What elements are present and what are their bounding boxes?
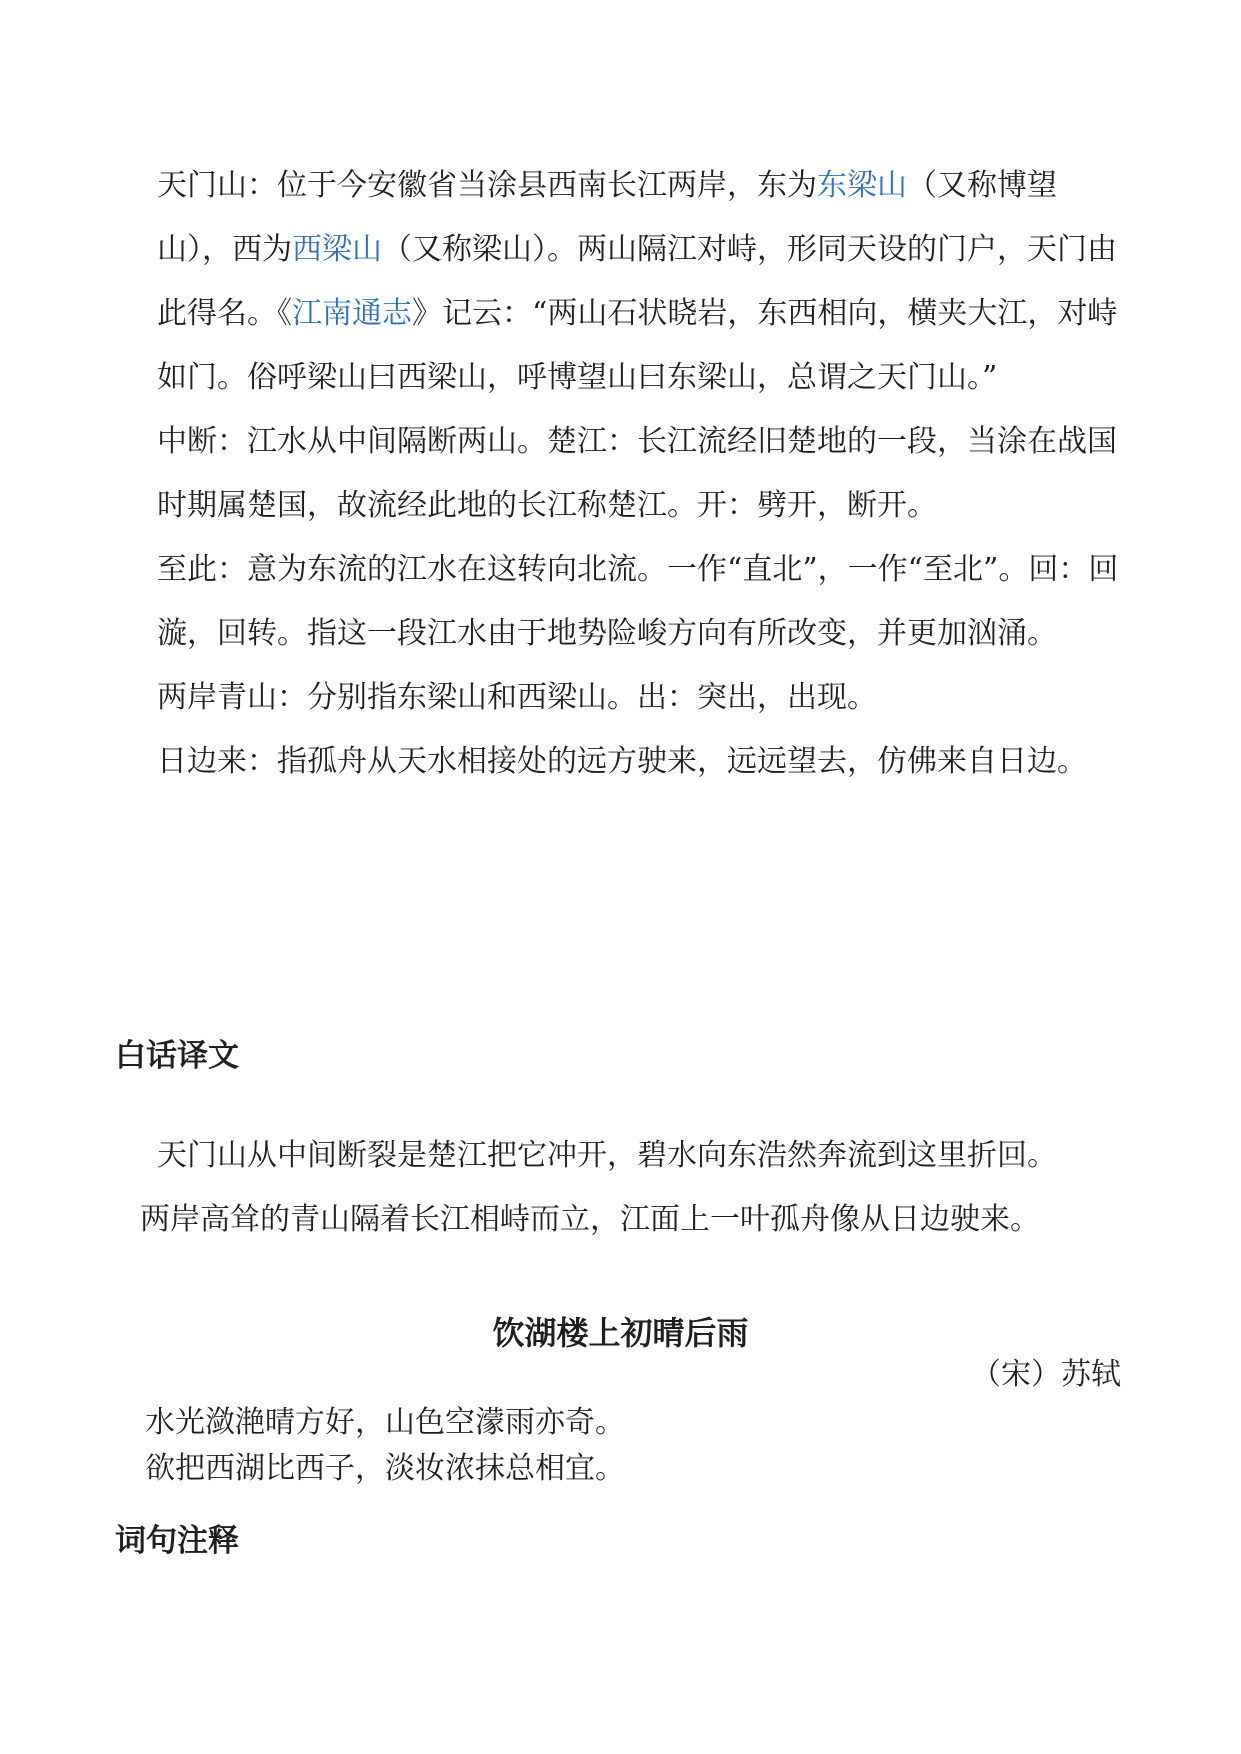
translation-text [140,1124,1140,1252]
note-text: 天门山：位于今安徽省当涂县西南长江两岸，东为 [157,168,817,203]
translation-line-2: 两岸高耸的青山隔着长江相峙而立，江面上一叶孤舟像从日边驶来。 [140,1202,1040,1237]
note-liangan: 两岸青山：分别指东梁山和西梁山。出：突出，出现。 [157,680,877,715]
note-text: （又称博望山），西为 [157,168,1057,267]
note-text: （又称梁山）。两山隔江对峙，形同天设的门户，天门由此得名。《 [157,232,1117,331]
poem-body [145,1400,625,1492]
word-notes [157,154,1127,794]
note-zhici: 至此：意为东流的江水在这转向北流。一作“直北”，一作“至北”。回：回漩，回转。指这一段江水由于地势险峻方向有所改变，并更加汹涌。 [157,552,1119,651]
poem-author: （宋）苏轼 [971,1357,1121,1392]
notes-heading: 词句注释 [115,1523,239,1559]
link-xiliangshan[interactable]: 西梁山 [292,232,382,267]
note-zhongduan: 中断：江水从中间隔断两山。楚江：长江流经旧楚地的一段，当涂在战国时期属楚国，故流经此地的长江称楚江。开：劈开，断开。 [157,424,1117,523]
note-tianmenshan [157,154,1127,410]
poem-line-1: 水光潋滟晴方好，山色空濛雨亦奇。 [145,1405,625,1440]
link-dongliangshan[interactable]: 东梁山 [817,168,907,203]
note-ribianlai: 日边来：指孤舟从天水相接处的远方驶来，远远望去，仿佛来自日边。 [157,744,1087,779]
translation-line-1: 天门山从中间断裂是楚江把它冲开，碧水向东浩然奔流到这里折回。 [157,1138,1057,1173]
poem-line-2: 欲把西湖比西子，淡妆浓抹总相宜。 [145,1451,625,1486]
link-jiangnan-tongzhi[interactable]: 江南通志 [292,296,412,331]
translation-heading: 白话译文 [115,1038,239,1074]
poem-title: 饮湖楼上初晴后雨 [492,1314,749,1352]
note-text: 》记云：“两山石状晓岩，东西相向，横夹大江，对峙如门。俗呼梁山曰西梁山，呼博望山曰东梁山，总谓之天门山。” [157,296,1118,395]
